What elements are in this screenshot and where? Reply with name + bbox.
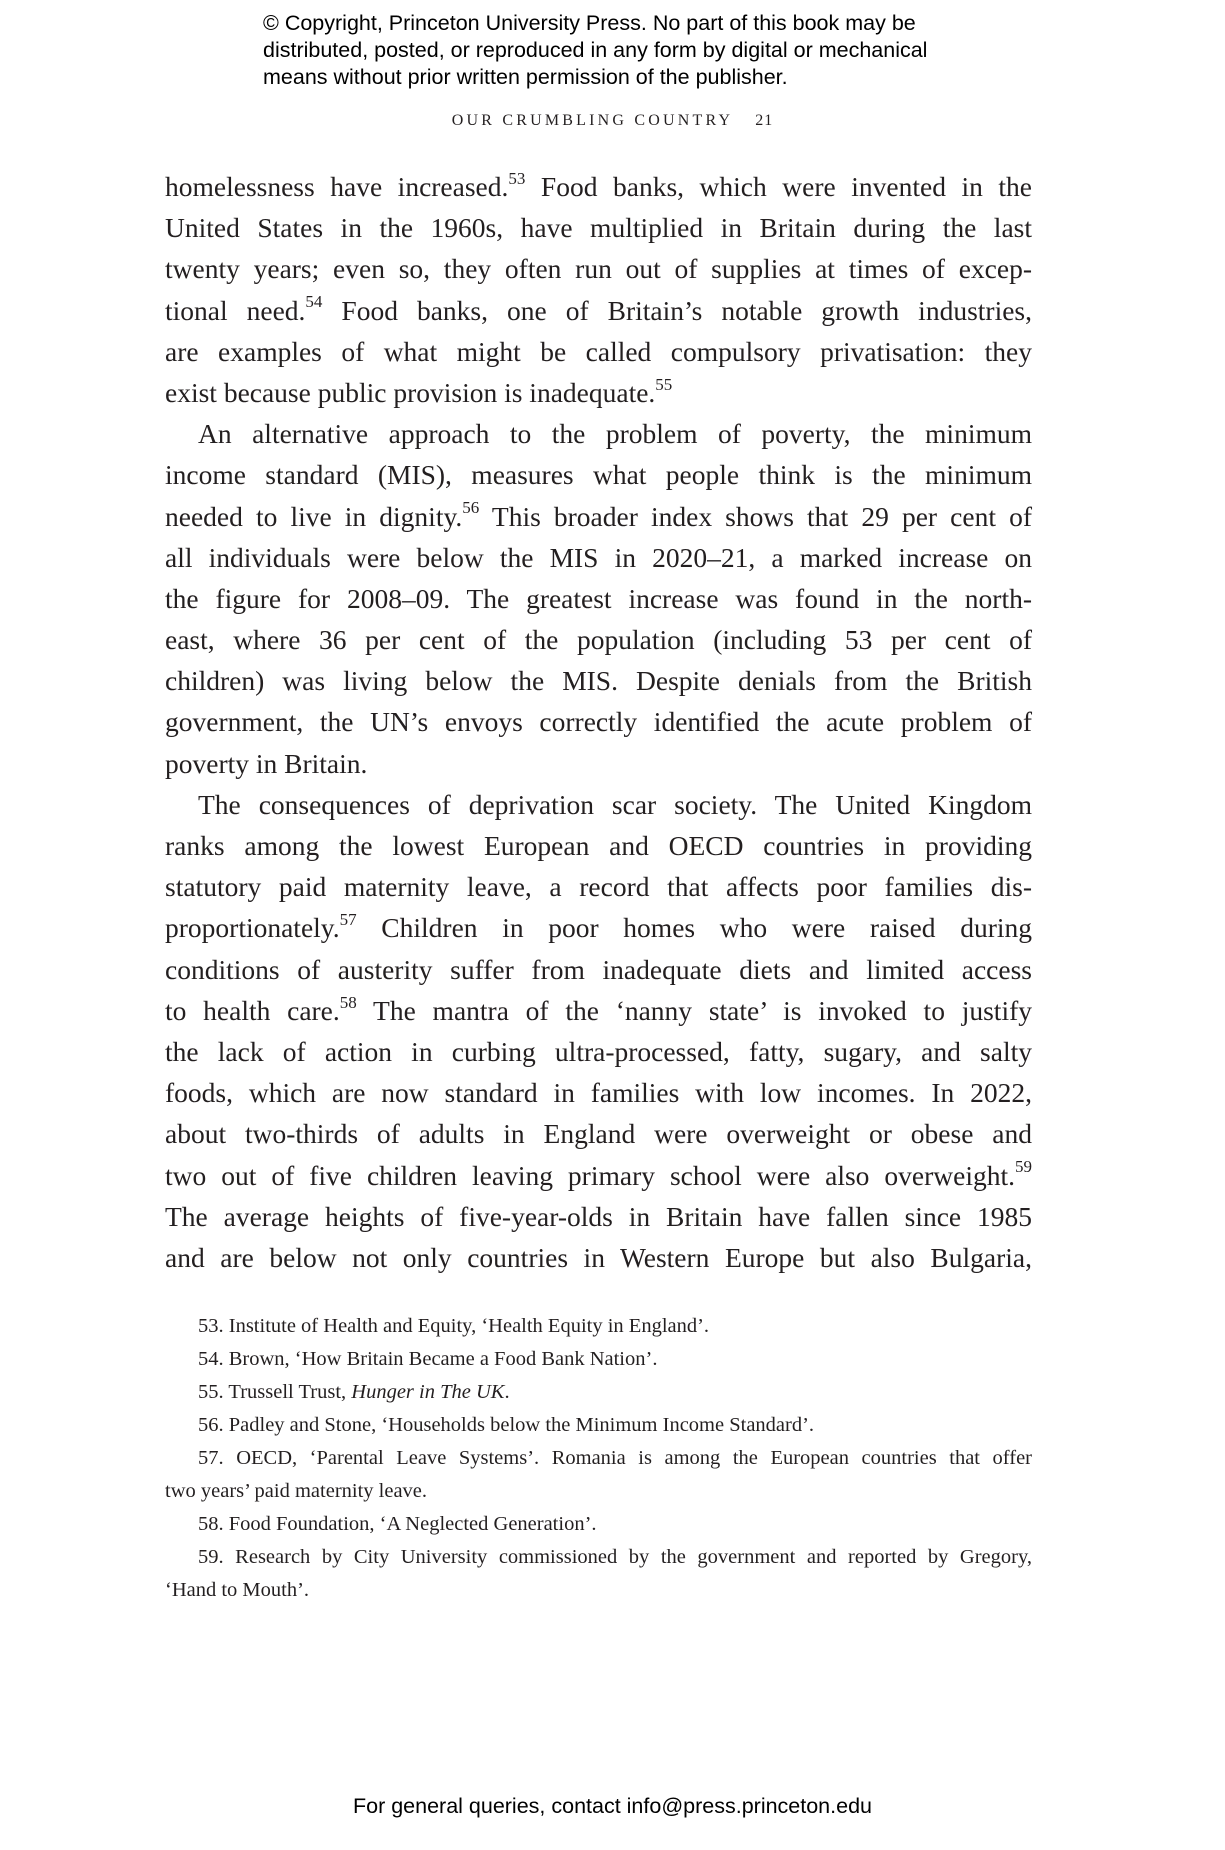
text-line: to health care.$^{58}$ The mantra of the ‘nanny state’ is invoked to justify — [165, 992, 1032, 1026]
text-line: exist because public provision is inadequate.$^{55}$ — [165, 374, 673, 408]
text-line: poverty in Britain. — [165, 747, 368, 779]
text-line: and are below not only countries in Western Europe but also Bulgaria, — [165, 1241, 1032, 1273]
book-title: Hunger in The UK — [351, 1381, 505, 1403]
text-line: The consequences of deprivation scar society. The United Kingdom — [198, 788, 1032, 820]
copyright-line: © Copyright, Princeton University Press. No part of this book may be — [263, 11, 916, 35]
text-line: statutory paid maternity leave, a record that affects poor families dis- — [165, 871, 1032, 903]
text-line: United States in the 1960s, have multiplied in Britain during the last — [165, 212, 1032, 244]
footnote-ref[interactable]: 57 — [339, 910, 357, 930]
footnotes — [165, 1310, 1032, 1607]
text-line: foods, which are now standard in families with low incomes. In 2022, — [165, 1077, 1032, 1109]
text-line: proportionately.$^{57}$ Children in poor homes who were raised during — [165, 910, 1032, 944]
text-line: The average heights of five-year-olds in Britain have fallen since 1985 — [165, 1200, 1032, 1232]
text-line: conditions of austerity suffer from inadequate diets and limited access — [165, 953, 1032, 985]
footnote-57: 57. OECD, ‘Parental Leave Systems’. Romania is among the European countries that offer — [198, 1447, 1033, 1469]
running-head — [0, 112, 1225, 130]
footnote-56: 56. Padley and Stone, ‘Households below the Minimum Income Standard’. — [198, 1414, 815, 1436]
copyright-notice — [263, 10, 1023, 91]
footnote-59-cont: ‘Hand to Mouth’. — [165, 1579, 310, 1601]
text-line: income standard (MIS), measures what people think is the minimum — [165, 459, 1032, 491]
text-line: east, where 36 per cent of the population (including 53 per cent of — [165, 624, 1032, 656]
text-line: two out of five children leaving primary school were also overweight.$^{59}$ — [165, 1157, 1032, 1191]
footnote-54: 54. Brown, ‘How Britain Became a Food Bank Nation’. — [198, 1348, 658, 1370]
body-text — [165, 166, 1032, 1278]
footnote-57-cont: two years’ paid maternity leave. — [165, 1480, 428, 1502]
copyright-line: distributed, posted, or reproduced in any form by digital or mechanical — [263, 38, 928, 62]
text-line: about two-thirds of adults in England were overweight or obese and — [165, 1118, 1032, 1150]
chapter-title: OUR CRUMBLING COUNTRY — [451, 112, 734, 129]
footer-contact: For general queries, contact info@press.princeton.edu — [352, 1794, 872, 1818]
text-line: needed to live in dignity.$^{56}$ This broader index shows that 29 per cent of — [165, 498, 1032, 532]
text-line: all individuals were below the MIS in 2020–21, a marked increase on — [165, 541, 1032, 573]
page-number: 21 — [755, 112, 774, 129]
footnote-ref[interactable]: 53 — [508, 168, 526, 188]
text-line: ranks among the lowest European and OECD countries in providing — [165, 830, 1032, 861]
text-line: children) was living below the MIS. Despite denials from the British — [165, 665, 1032, 697]
footnote-53: 53. Institute of Health and Equity, ‘Health Equity in England’. — [198, 1315, 710, 1337]
text-line: government, the UN’s envoys correctly identified the acute problem of — [165, 706, 1032, 738]
footnote-ref[interactable]: 54 — [305, 292, 323, 312]
text-line: the figure for 2008–09. The greatest increase was found in the north- — [165, 582, 1032, 614]
copyright-line: means without prior written permission of the publisher. — [263, 65, 788, 89]
footnote-ref[interactable]: 58 — [339, 992, 357, 1012]
footnote-58: 58. Food Foundation, ‘A Neglected Generation’. — [198, 1513, 597, 1535]
footnote-ref[interactable]: 55 — [655, 374, 673, 394]
footnote-55: 55. Trussell Trust, Hunger in The UK. — [198, 1381, 510, 1403]
text-line: tional need.$^{54}$ Food banks, one of Britain’s notable growth industries, — [165, 292, 1032, 326]
footnote-ref[interactable]: 56 — [462, 498, 480, 518]
text-line: the lack of action in curbing ultra-processed, fatty, sugary, and salty — [165, 1035, 1032, 1067]
footnote-ref[interactable]: 59 — [1015, 1157, 1032, 1177]
text-line: An alternative approach to the problem of poverty, the minimum — [198, 418, 1032, 450]
text-line: homelessness have increased.$^{53}$ Food banks, which were invented in the — [165, 168, 1032, 202]
footnote-59: 59. Research by City University commissioned by the government and reported by Gregory, — [198, 1546, 1033, 1568]
text-line: are examples of what might be called compulsory privatisation: they — [165, 335, 1032, 367]
text-line: twenty years; even so, they often run out of supplies at times of excep- — [165, 253, 1032, 285]
